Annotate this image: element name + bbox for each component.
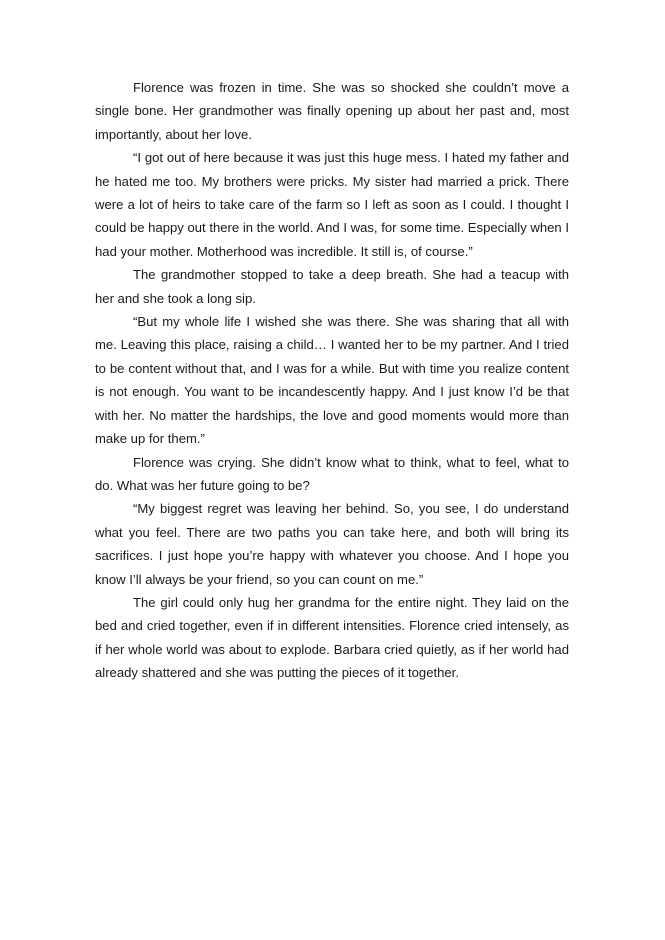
paragraph: “I got out of here because it was just this huge mess. I hated my father and he hated me too. My brothers were pricks. My sister had married a prick. There were a lot of heirs to take care of the farm so I left as soon as I could. I thought I could be happy out there in the world. And I was, for some time. Especially when I had your mother. Motherhood was incredible. It still is, of course.”: [95, 150, 569, 259]
paragraph: The girl could only hug her grandma for the entire night. They laid on the bed and cried together, even if in different intensities. Florence cried intensely, as if her whole world was about to explode. Barbara cried quietly, as if her world had already shattered and she was putting the pieces of it together.: [95, 594, 569, 681]
paragraph: Florence was crying. She didn’t know what to think, what to feel, what to do. What was her future going to be?: [95, 454, 569, 493]
paragraph: “My biggest regret was leaving her behind. So, you see, I do understand what you feel. There are two paths you can take here, and both will bring its sacrifices. I just hope you’re happy with whatever you choose. And I hope you know I’ll always be your friend, so you can count on me.”: [95, 501, 569, 587]
paragraph: “But my whole life I wished she was there. She was sharing that all with me. Leaving this place, raising a child… I wanted her to be my partner. And I tried to be content without that, and I was for a while. But with time you realize content is not enough. You want to be incandescently happy. And I just know I’d be that with her. No matter the hardships, the love and good moments would more than make up for them.”: [95, 314, 569, 447]
paragraph: Florence was frozen in time. She was so shocked she couldn’t move a single bone. Her grandmother was finally opening up about her past and, most importantly, about her love.: [95, 80, 569, 142]
document-body: [95, 76, 569, 685]
paragraph: The grandmother stopped to take a deep breath. She had a teacup with her and she took a long sip.: [95, 267, 569, 306]
